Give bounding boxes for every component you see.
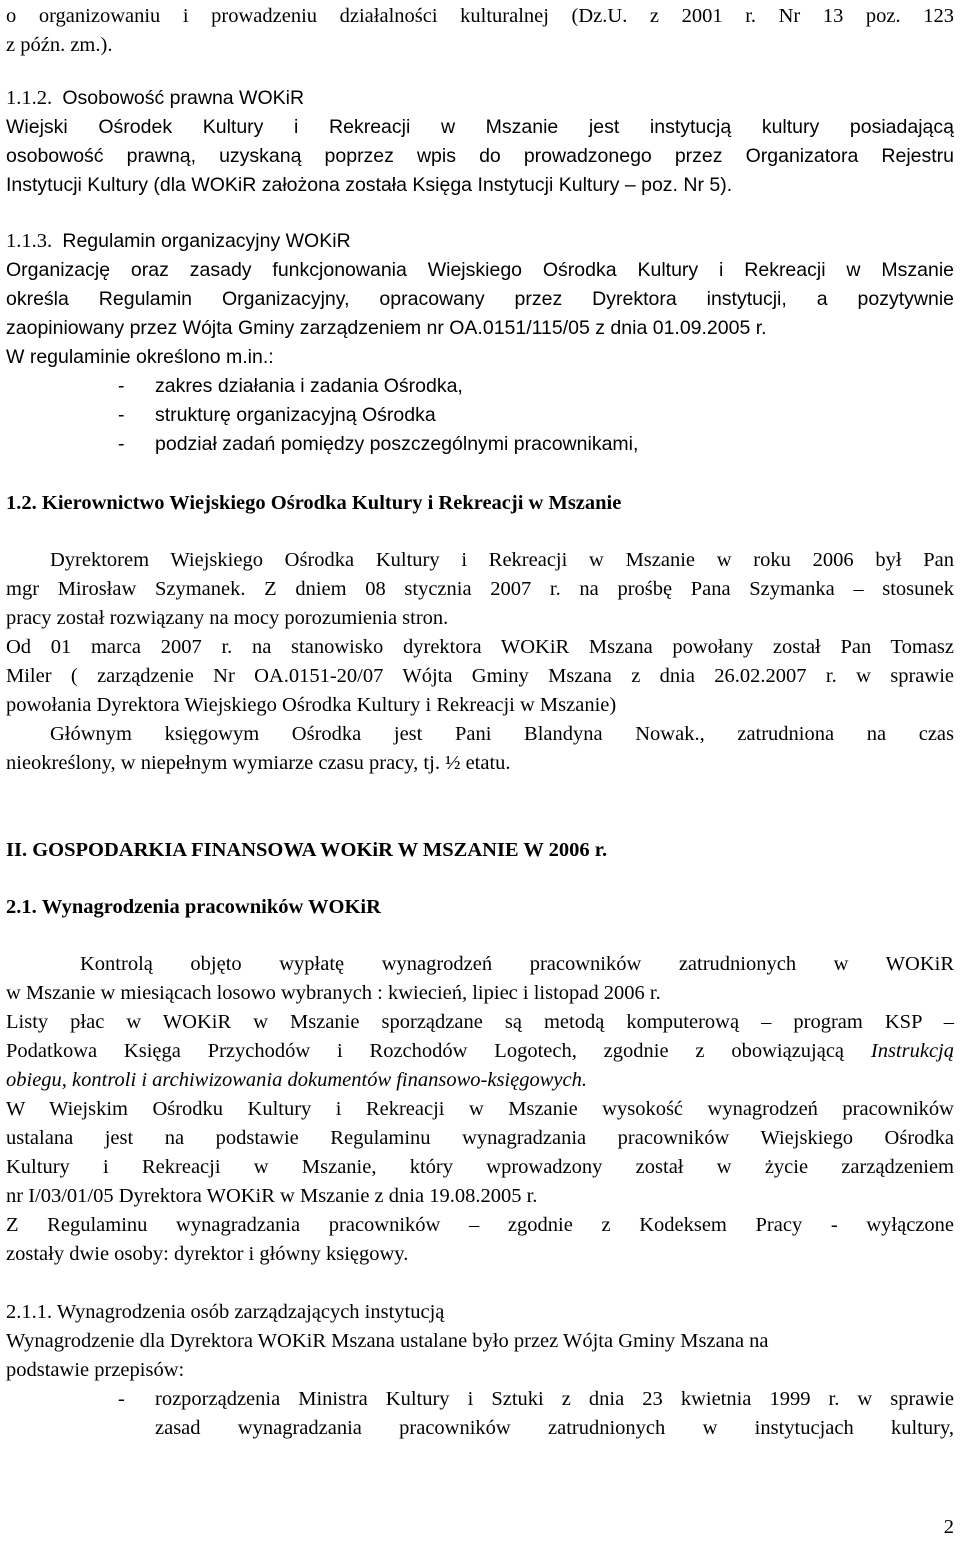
list-item-text: strukturę organizacyjną Ośrodka: [155, 404, 436, 426]
text-line: Kultury i Rekreacji w Mszanie, który wprowadzony został w życie zarządzeniem: [6, 1156, 954, 1178]
text-line: nieokreślony, w niepełnym wymiarze czasu pracy, tj. ½ etatu.: [6, 752, 511, 774]
text-line: zaopiniowany przez Wójta Gminy zarządzeniem nr OA.0151/115/05 z dnia 01.09.2005 r.: [6, 317, 767, 339]
text-line: zostały dwie osoby: dyrektor i główny księgowy.: [6, 1243, 409, 1265]
list-item: [0, 1385, 960, 1414]
bullet-dash: -: [118, 404, 125, 426]
text-line: Instytucji Kultury (dla WOKiR założona została Księga Instytucji Kultury – poz. Nr 5).: [6, 174, 733, 196]
bullet-dash: -: [118, 1388, 125, 1410]
section-heading-1-1-2: [6, 84, 304, 113]
text-line: w Mszanie w miesiącach losowo wybranych : kwiecień, lipiec i listopad 2006 r.: [6, 982, 661, 1004]
text-line: mgr Mirosław Szymanek. Z dniem 08 stycznia 2007 r. na prośbę Pana Szymanka – stosunek: [6, 578, 955, 600]
text-line: Podatkowa Księga Przychodów i Rozchodów Logotech, zgodnie z obowiązującą Instrukcją: [6, 1040, 954, 1062]
text-line: Z Regulaminu wynagradzania pracowników – zgodnie z Kodeksem Pracy - wyłączone: [6, 1214, 954, 1236]
text-line: Organizację oraz zasady funkcjonowania Wiejskiego Ośrodka Kultury i Rekreacji w Mszanie: [6, 259, 954, 281]
text-line: nr I/03/01/05 Dyrektora WOKiR w Mszanie z dnia 19.08.2005 r.: [6, 1185, 538, 1207]
text-line: osobowość prawną, uzyskaną poprzez wpis do prowadzonego przez Organizatora Rejestru: [6, 145, 954, 167]
text-line: Dyrektorem Wiejskiego Ośrodka Kultury i Rekreacji w Mszanie w roku 2006 był Pan: [50, 549, 954, 571]
text-line: zasad wynagradzania pracowników zatrudnionych w instytucjach kultury,: [155, 1417, 954, 1439]
text-line: powołania Dyrektora Wiejskiego Ośrodka Kultury i Rekreacji w Mszanie): [6, 694, 617, 716]
text-line: z późn. zm.).: [6, 34, 113, 56]
list-item-text: zakres działania i zadania Ośrodka,: [155, 375, 463, 397]
section-number: 1.1.3.: [6, 230, 53, 252]
section-number: 1.1.2.: [6, 87, 53, 109]
list-item: [0, 401, 960, 430]
text-line: W regulaminie określono m.in.:: [6, 346, 274, 368]
section-title: Regulamin organizacyjny WOKiR: [62, 230, 351, 252]
section-heading-2-1: [6, 893, 381, 922]
chapter-heading: II. GOSPODARKIA FINANSOWA WOKiR W MSZANIE W 2006 r.: [6, 839, 608, 861]
text-line: obiegu, kontroli i archiwizowania dokumentów finansowo-księgowych.: [6, 1069, 587, 1091]
text-line: ustalana jest na podstawie Regulaminu wynagradzania pracowników Wiejskiego Ośrodka: [6, 1127, 954, 1149]
text-line: W Wiejskim Ośrodku Kultury i Rekreacji w Mszanie wysokość wynagrodzeń pracowników: [6, 1098, 954, 1120]
section-number: 1.2.: [6, 492, 37, 514]
text-line: Listy płac w WOKiR w Mszanie sporządzane są metodą komputerową – program KSP –: [6, 1011, 954, 1033]
section-title: Wynagrodzenia pracowników WOKiR: [41, 896, 381, 918]
section-title: Kierownictwo Wiejskiego Ośrodka Kultury i Rekreacji w Mszanie: [41, 492, 622, 514]
bullet-dash: -: [118, 375, 125, 397]
page-number: 2: [943, 1516, 954, 1538]
subsection-heading-2-1-1: 2.1.1. Wynagrodzenia osób zarządzających instytucją: [6, 1301, 445, 1323]
section-heading-1-1-3: [6, 227, 351, 256]
text-line: Wiejski Ośrodek Kultury i Rekreacji w Mszanie jest instytucją kultury posiadającą: [6, 116, 954, 138]
text-line: podstawie przepisów:: [6, 1359, 185, 1381]
list-item: [0, 430, 960, 459]
text-line: pracy został rozwiązany na mocy porozumienia stron.: [6, 607, 449, 629]
text-line: Kontrolą objęto wypłatę wynagrodzeń pracowników zatrudnionych w WOKiR: [80, 953, 954, 975]
text-line: Wynagrodzenie dla Dyrektora WOKiR Mszana ustalane było przez Wójta Gminy Mszana na: [6, 1330, 769, 1352]
text-line: Głównym księgowym Ośrodka jest Pani Blandyna Nowak., zatrudniona na czas: [50, 723, 954, 745]
text-line: określa Regulamin Organizacyjny, opracowany przez Dyrektora instytucji, a pozytywnie: [6, 288, 954, 310]
list-item-text: rozporządzenia Ministra Kultury i Sztuki z dnia 23 kwietnia 1999 r. w sprawie: [155, 1388, 954, 1410]
list-item-text: podział zadań pomiędzy poszczególnymi pracownikami,: [155, 433, 639, 455]
section-number: 2.1.: [6, 896, 37, 918]
section-title: Osobowość prawna WOKiR: [62, 87, 305, 109]
bullet-dash: -: [118, 433, 125, 455]
text-line: Od 01 marca 2007 r. na stanowisko dyrektora WOKiR Mszana powołany został Pan Tomasz: [6, 636, 954, 658]
list-item: [0, 372, 960, 401]
text-line: Miler ( zarządzenie Nr OA.0151-20/07 Wójta Gminy Mszana z dnia 26.02.2007 r. w sprawie: [6, 665, 954, 687]
text-line: o organizowaniu i prowadzeniu działalności kulturalnej (Dz.U. z 2001 r. Nr 13 poz. 123: [6, 5, 954, 27]
section-heading-1-2: [6, 489, 621, 518]
